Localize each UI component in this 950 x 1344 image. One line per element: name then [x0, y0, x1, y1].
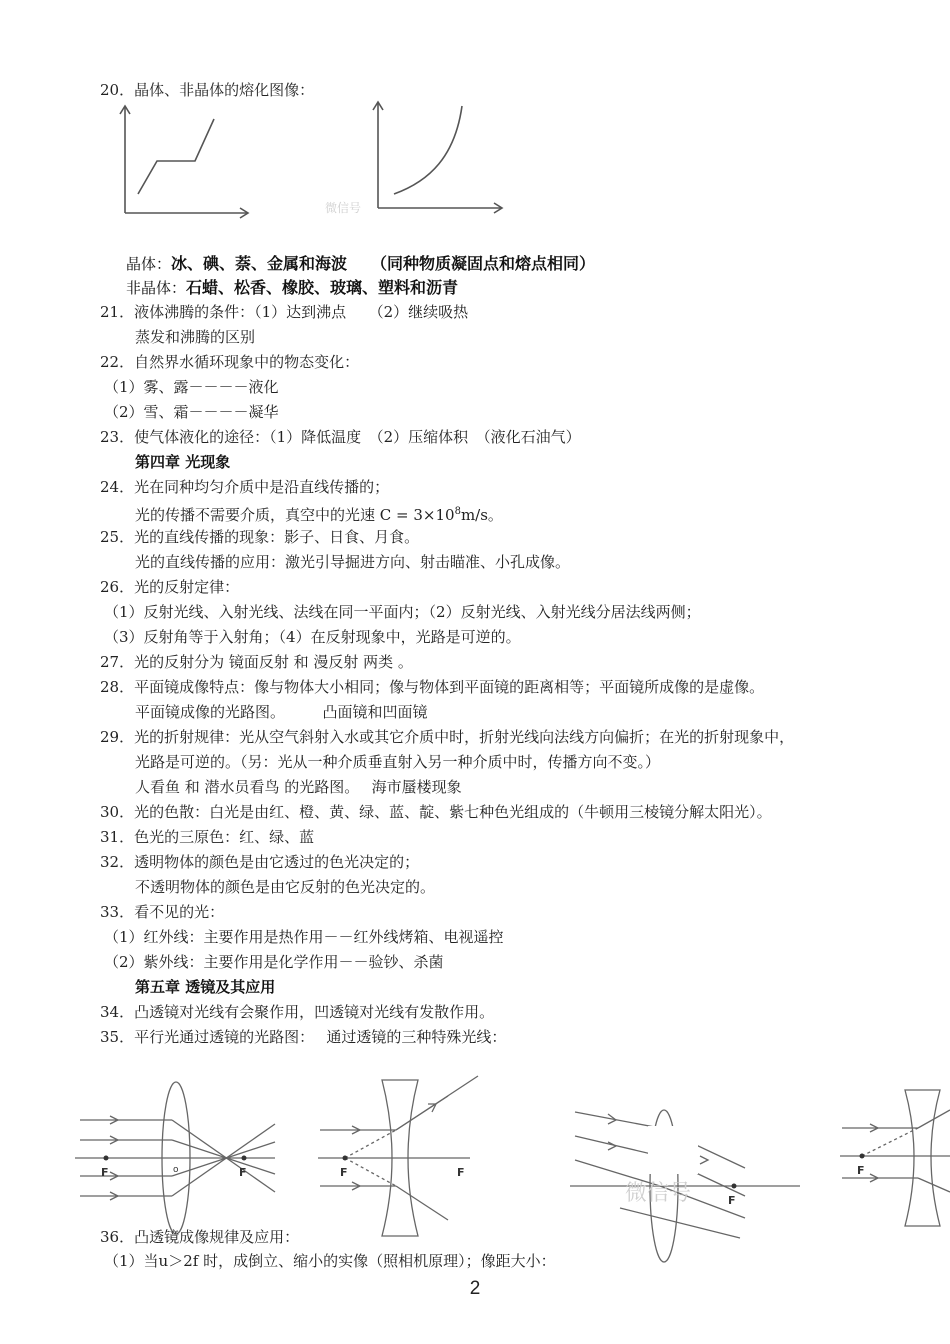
- item-29-sub2: 人看鱼 和 潜水员看鸟 的光路图。 海市蜃楼现象: [135, 778, 462, 796]
- item-29-sub: 光路是可逆的。（另：光从一种介质垂直射入另一种介质中时，传播方向不变。）: [135, 753, 661, 771]
- item-20: 20．晶体、非晶体的熔化图像：: [100, 81, 315, 99]
- crystal-examples: 冰、碘、萘、金属和海波 （同种物质凝固点和熔点相同）: [171, 254, 596, 273]
- item-32: 32．透明物体的颜色是由它透过的色光决定的；: [100, 853, 420, 871]
- focus-point-2a: [343, 1156, 348, 1161]
- item-29: 29．光的折射规律：光从空气斜射入水或其它介质中时，折射光线向法线方向偏折；在光的折射现象中，: [100, 728, 795, 746]
- focus-point-1b: [242, 1156, 247, 1161]
- melting-graphs-figure: [110, 96, 520, 222]
- item-22-a: （1）雾、露－－－－液化: [104, 378, 279, 396]
- item-28: 28．平面镜成像特点：像与物体大小相同；像与物体到平面镜的距离相等；平面镜所成像的是虚像。: [100, 678, 765, 696]
- light-speed-exponent: 8: [454, 506, 461, 517]
- noncrystal-line: [126, 278, 458, 298]
- chapter-4-heading: 第四章 光现象: [135, 453, 231, 471]
- item-33-b: （2）紫外线：主要作用是化学作用－－验钞、杀菌: [104, 953, 444, 971]
- focus-label-1b: F: [239, 1166, 247, 1179]
- watermark-text: 微信号: [325, 201, 362, 215]
- item-31: 31．色光的三原色：红、绿、蓝: [100, 828, 315, 846]
- focus-label-2b: F: [457, 1166, 465, 1179]
- item-26: 26．光的反射定律：: [100, 578, 240, 596]
- item-21-sub: 蒸发和沸腾的区别: [135, 328, 256, 346]
- item-24: 24．光在同种均匀介质中是沿直线传播的；: [100, 478, 390, 496]
- chapter-5-heading: 第五章 透镜及其应用: [135, 978, 276, 996]
- item-25: 25．光的直线传播的现象：影子、日食、月食。: [100, 528, 420, 546]
- focus-label-1a: F: [101, 1166, 109, 1179]
- item-23: 23．使气体液化的途径：（1）降低温度 （2）压缩体积 （液化石油气）: [100, 428, 581, 446]
- item-24-sub: [135, 502, 503, 525]
- concave-lens-parallel-diagram: [318, 1076, 478, 1236]
- noncrystal-melting-graph: [373, 102, 502, 213]
- noncrystal-examples: 石蜡、松香、橡胶、玻璃、塑料和沥青: [186, 278, 459, 297]
- item-30: 30．光的色散：白光是由红、橙、黄、绿、蓝、靛、紫七种色光组成的（牛顿用三棱镜分解太阳光）。: [100, 803, 772, 821]
- noncrystal-label: 非晶体：: [126, 279, 187, 297]
- item-32-sub: 不透明物体的颜色是由它反射的色光决定的。: [135, 878, 436, 896]
- lens-watermark-text: 微信号: [625, 1181, 692, 1206]
- item-21: 21．液体沸腾的条件：（1）达到沸点 （2）继续吸热: [100, 303, 469, 321]
- item-34: 34．凸透镜对光线有会聚作用，凹透镜对光线有发散作用。: [100, 1003, 495, 1021]
- item-33-a: （1）红外线：主要作用是热作用－－红外线烤箱、电视遥控: [104, 928, 504, 946]
- focus-point-1a: [104, 1156, 109, 1161]
- item-27: 27．光的反射分为 镜面反射 和 漫反射 两类 。: [100, 653, 413, 671]
- item-35: 35．平行光通过透镜的光路图： 通过透镜的三种特殊光线：: [100, 1028, 507, 1046]
- item-28-sub: 平面镜成像的光路图。 凸面镜和凹面镜: [135, 703, 428, 721]
- center-label-1: o: [173, 1165, 179, 1175]
- item-22-b: （2）雪、霜－－－－凝华: [104, 403, 279, 421]
- white-cover-box: [648, 1126, 698, 1174]
- item-36: 36．凸透镜成像规律及应用：: [100, 1228, 300, 1246]
- focus-label-2a: F: [340, 1166, 348, 1179]
- focus-point-4a: [860, 1154, 865, 1159]
- crystal-melting-graph: [120, 106, 248, 218]
- focus-label-3a: F: [728, 1194, 736, 1207]
- crystal-label: 晶体：: [126, 255, 172, 273]
- crystal-line: [126, 254, 595, 274]
- item-22: 22．自然界水循环现象中的物态变化：: [100, 353, 360, 371]
- light-speed-unit: m/s。: [460, 506, 503, 524]
- item-33: 33．看不见的光：: [100, 903, 225, 921]
- page-number: 2: [469, 1278, 481, 1299]
- concave-lens-special-rays-diagram: [840, 1090, 950, 1226]
- item-25-sub: 光的直线传播的应用：激光引导掘进方向、射击瞄准、小孔成像。: [135, 553, 571, 571]
- focus-point-3a: [732, 1184, 737, 1189]
- item-26-b: （3）反射角等于入射角；（4）在反射现象中，光路是可逆的。: [104, 628, 521, 646]
- focus-label-4a: F: [857, 1164, 865, 1177]
- light-speed-text: 光的传播不需要介质，真空中的光速 C = 3×10: [135, 506, 455, 524]
- item-36-a: （1）当u＞2f 时，成倒立、缩小的实像（照相机原理）；像距大小：: [104, 1252, 556, 1270]
- item-26-a: （1）反射光线、入射光线、法线在同一平面内；（2）反射光线、入射光线分居法线两侧；: [104, 603, 701, 621]
